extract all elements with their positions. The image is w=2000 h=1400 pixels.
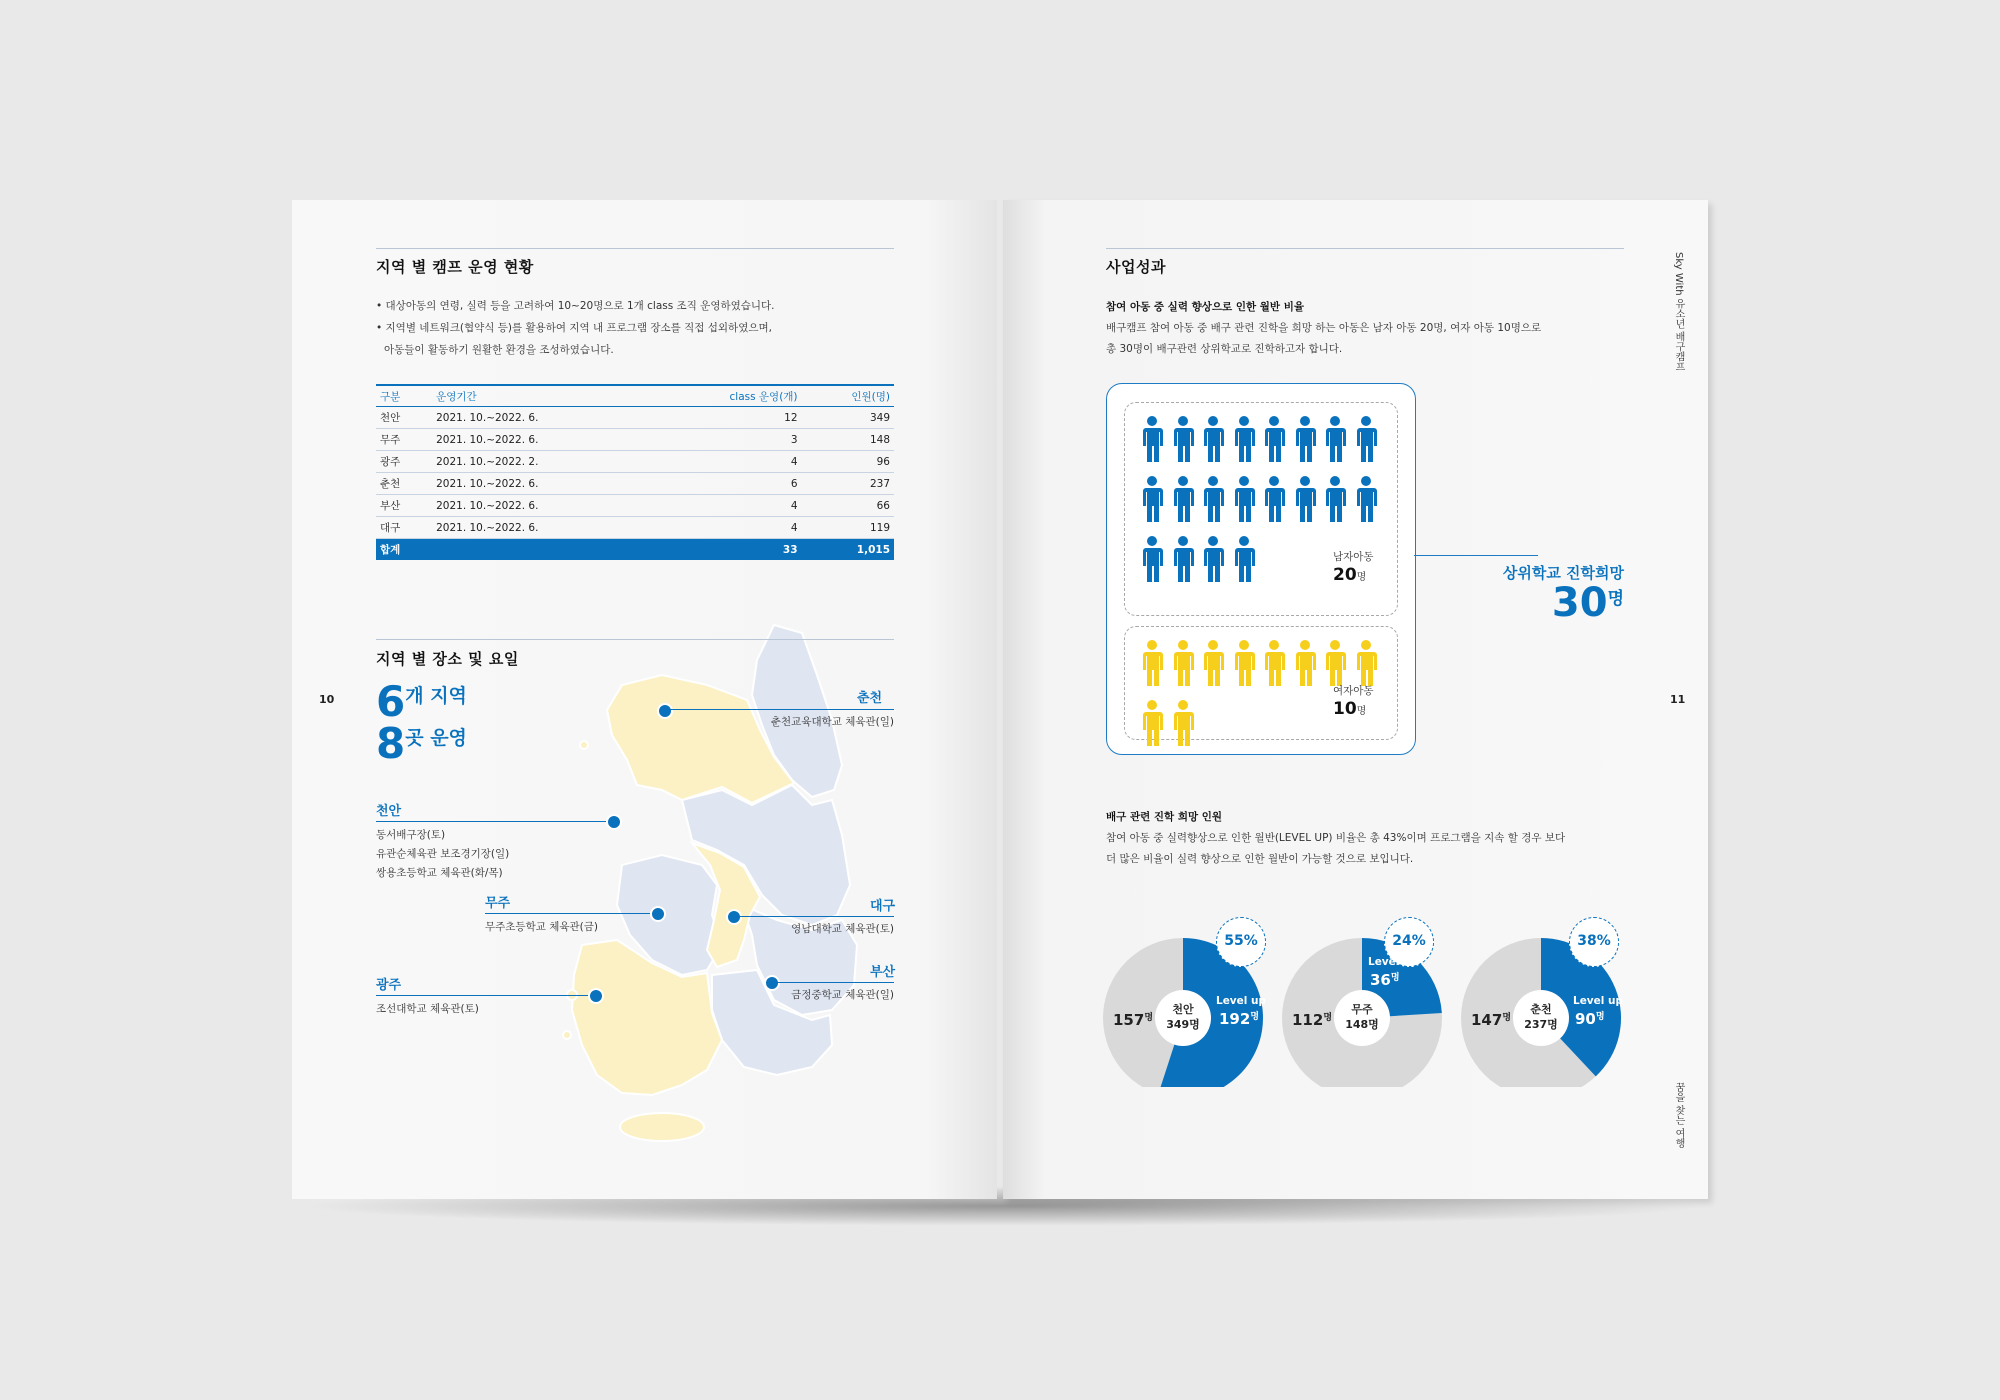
donut-center-region: 천안 — [1172, 1003, 1194, 1016]
place-muju: 무주초등학교 체육관(금) — [485, 921, 598, 933]
cell: 119 — [802, 517, 894, 539]
girls-count-line — [1333, 700, 1374, 721]
rest-value-line — [1471, 1010, 1511, 1029]
levelup-value: 192 — [1219, 1010, 1251, 1028]
donut-center-total: 237명 — [1524, 1018, 1558, 1031]
boy-icon — [1232, 535, 1256, 583]
rest-unit: 명 — [1323, 1013, 1333, 1023]
boy-icon — [1140, 475, 1164, 523]
venue-count-text: 곳 운영 — [405, 727, 467, 749]
page-number-left: 10 — [319, 693, 335, 706]
cell: 2021. 10.~2022. 6. — [432, 407, 651, 429]
cell: 3 — [651, 429, 802, 451]
cell: 합계 — [376, 539, 432, 561]
region-label-muju: 무주 — [485, 896, 511, 911]
table-row — [376, 407, 894, 429]
percent-muju: 24% — [1392, 933, 1426, 949]
total-label: 상위학교 진학희망 — [1502, 564, 1624, 582]
table-header-row — [376, 385, 894, 407]
boy-icon — [1354, 415, 1378, 463]
boy-icon — [1232, 475, 1256, 523]
total-count-line — [1552, 580, 1624, 626]
cell: 2021. 10.~2022. 6. — [432, 429, 651, 451]
cell: 대구 — [376, 517, 432, 539]
busan-pin — [764, 975, 780, 991]
section-title-camp-status: 지역 별 캠프 운영 현황 — [376, 258, 534, 276]
levelup-label: Level up — [1368, 956, 1419, 968]
cell: 96 — [802, 451, 894, 473]
section-title-location: 지역 별 장소 및 요일 — [376, 650, 519, 668]
cheonan-leader-line — [376, 821, 606, 822]
region-label-chuncheon: 춘천 — [857, 691, 883, 706]
gwangju-leader-line — [376, 995, 588, 996]
percent-cheonan: 55% — [1224, 933, 1258, 949]
sub1-title: 참여 아동 중 실력 향상으로 인한 월반 비율 — [1106, 301, 1305, 313]
cell: 12 — [651, 407, 802, 429]
section-title-results: 사업성과 — [1106, 258, 1166, 276]
region-label-gwangju: 광주 — [376, 978, 402, 993]
cell: 4 — [651, 495, 802, 517]
rest-value: 147 — [1471, 1011, 1503, 1029]
girls-count: 10 — [1333, 699, 1357, 719]
cell: 33 — [651, 539, 802, 561]
page-number-right: 11 — [1670, 693, 1686, 706]
table-row — [376, 429, 894, 451]
col-header: 인원(명) — [802, 385, 894, 407]
bullet-2: • 지역별 네트워크(협약식 등)를 활용하여 지역 내 프로그램 장소를 직접 섭외하였으며, — [376, 322, 772, 334]
cell: 2021. 10.~2022. 2. — [432, 451, 651, 473]
left-page — [292, 200, 997, 1199]
side-title-top: Sky With 유소년 배구캠프 — [1673, 252, 1684, 372]
boy-icon — [1232, 415, 1256, 463]
boys-label: 남자아동 — [1333, 551, 1374, 563]
levelup-unit: 명 — [1595, 1012, 1605, 1022]
levelup-value: 90 — [1575, 1010, 1596, 1028]
sub1-line-1: 배구캠프 참여 아동 중 배구 관련 진학을 희망 하는 아동은 남자 아동 20명, 여자 아동 10명으로 — [1106, 322, 1542, 334]
cell: 349 — [802, 407, 894, 429]
girl-icon — [1262, 639, 1286, 687]
sub2-line-2: 더 많은 비율이 실력 향상으로 인한 월반이 가능할 것으로 보입니다. — [1106, 853, 1414, 865]
cell: 4 — [651, 517, 802, 539]
girl-icon — [1232, 639, 1256, 687]
right-page — [1003, 200, 1708, 1199]
levelup-unit: 명 — [1390, 973, 1400, 983]
place-cheonan-2: 유관순체육관 보조경기장(일) — [376, 848, 510, 860]
busan-leader-line — [777, 982, 894, 983]
boy-icon — [1262, 475, 1286, 523]
girls-label-block — [1333, 682, 1374, 721]
girl-icon — [1140, 699, 1164, 747]
girl-icon — [1354, 639, 1378, 687]
donut-center-region: 춘천 — [1530, 1003, 1552, 1016]
place-cheonan-3: 쌍용초등학교 체육관(화/목) — [376, 867, 503, 879]
donut-center-muju — [1334, 990, 1390, 1046]
region-label-busan: 부산 — [870, 965, 896, 980]
levelup-label: Level up — [1573, 995, 1624, 1007]
levelup-value-line — [1575, 1009, 1605, 1028]
donut-center-total: 148명 — [1345, 1018, 1379, 1031]
rest-value-line — [1113, 1010, 1153, 1029]
levelup-value-line — [1370, 970, 1400, 989]
donut-chuncheon — [1461, 902, 1631, 1087]
table-row — [376, 517, 894, 539]
rest-value: 112 — [1292, 1011, 1324, 1029]
girl-icon — [1323, 639, 1347, 687]
levelup-unit: 명 — [1250, 1012, 1260, 1022]
rest-unit: 명 — [1502, 1013, 1512, 1023]
cell: 천안 — [376, 407, 432, 429]
girl-icon — [1201, 639, 1225, 687]
cell: 2021. 10.~2022. 6. — [432, 473, 651, 495]
boy-icon — [1293, 475, 1317, 523]
region-count-text: 개 지역 — [405, 685, 467, 707]
place-busan: 금정중학교 체육관(일) — [791, 989, 894, 1001]
cell: 148 — [802, 429, 894, 451]
levelup-value-line — [1219, 1009, 1259, 1028]
cell — [432, 539, 651, 561]
section-rule — [376, 639, 894, 640]
donut-muju — [1282, 902, 1452, 1087]
cell: 4 — [651, 451, 802, 473]
cell: 춘천 — [376, 473, 432, 495]
girl-icon — [1140, 639, 1164, 687]
boy-icon — [1140, 535, 1164, 583]
boys-label-block — [1333, 548, 1374, 587]
col-header: 구분 — [376, 385, 432, 407]
place-gwangju: 조선대학교 체육관(토) — [376, 1003, 479, 1015]
cell: 2021. 10.~2022. 6. — [432, 495, 651, 517]
bullet-1: • 대상아동의 연령, 실력 등을 고려하여 10~20명으로 1개 class 조직 운영하였습니다. — [376, 300, 775, 312]
cell: 6 — [651, 473, 802, 495]
donut-center-cheonan — [1155, 990, 1211, 1046]
boy-icon — [1201, 415, 1225, 463]
boy-icon — [1323, 475, 1347, 523]
chuncheon-leader-line — [670, 709, 894, 710]
boy-icon — [1171, 415, 1195, 463]
donut-center-chuncheon — [1513, 990, 1569, 1046]
boys-unit: 명 — [1356, 572, 1367, 583]
table-row — [376, 495, 894, 517]
table-total-row — [376, 539, 894, 561]
cell: 237 — [802, 473, 894, 495]
boy-icon — [1171, 475, 1195, 523]
boy-icon — [1354, 475, 1378, 523]
boys-count-line — [1333, 566, 1374, 587]
sub1-line-2: 총 30명이 배구관련 상위학교로 진학하고자 합니다. — [1106, 343, 1343, 355]
cell: 무주 — [376, 429, 432, 451]
place-daegu: 영남대학교 체육관(토) — [791, 923, 894, 935]
rest-unit: 명 — [1144, 1013, 1154, 1023]
cell: 광주 — [376, 451, 432, 473]
girl-icon — [1171, 699, 1195, 747]
total-unit: 명 — [1607, 589, 1624, 609]
boy-icon — [1140, 415, 1164, 463]
bullet-2-cont: 아동들이 활동하기 원활한 환경을 조성하였습니다. — [384, 344, 614, 356]
cell: 부산 — [376, 495, 432, 517]
daegu-pin — [726, 909, 742, 925]
boy-icon — [1201, 475, 1225, 523]
percent-chuncheon: 38% — [1577, 933, 1611, 949]
section-rule — [376, 248, 894, 249]
people-infographic — [1106, 383, 1416, 755]
bullet-1-text: 대상아동의 연령, 실력 등을 고려하여 10~20명으로 1개 class 조직 운영하였습니다. — [385, 300, 775, 312]
col-header: class 운영(개) — [651, 385, 802, 407]
boys-count: 20 — [1333, 565, 1357, 585]
table-row — [376, 451, 894, 473]
levelup-label: Level up — [1216, 995, 1267, 1007]
boy-icon — [1262, 415, 1286, 463]
donut-center-total: 349명 — [1166, 1018, 1200, 1031]
camp-status-table — [376, 384, 894, 560]
boy-icon — [1201, 535, 1225, 583]
region-count-number: 6 — [376, 677, 406, 726]
region-label-daegu: 대구 — [870, 899, 896, 914]
total-count: 30 — [1551, 580, 1608, 626]
donut-cheonan — [1103, 902, 1273, 1087]
cheonan-pin — [606, 814, 622, 830]
gwangju-pin — [588, 988, 604, 1004]
section-rule — [1106, 248, 1624, 249]
col-header: 운영기간 — [432, 385, 651, 407]
muju-leader-line — [485, 913, 650, 914]
daegu-leader-line — [739, 916, 894, 917]
sub2-title: 배구 관련 진학 희망 인원 — [1106, 811, 1223, 823]
region-label-cheonan: 천안 — [376, 804, 402, 819]
table-row — [376, 473, 894, 495]
girl-icon — [1171, 639, 1195, 687]
place-chuncheon: 춘천교육대학교 체육관(일) — [770, 716, 894, 728]
levelup-value: 36 — [1370, 971, 1391, 989]
boy-icon — [1293, 415, 1317, 463]
total-connector-line — [1414, 555, 1538, 556]
boy-icon — [1323, 415, 1347, 463]
cell: 1,015 — [802, 539, 894, 561]
sub2-line-1: 참여 아동 중 실력향상으로 인한 월반(LEVEL UP) 비율은 총 43%이며 프로그램을 지속 할 경우 보다 — [1106, 832, 1566, 844]
bullet-2-text: 지역별 네트워크(협약식 등)를 활용하여 지역 내 프로그램 장소를 직접 섭외하였으며, — [385, 322, 772, 334]
chuncheon-pin — [657, 703, 673, 719]
cell: 66 — [802, 495, 894, 517]
place-cheonan-1: 동서배구장(토) — [376, 829, 446, 841]
venue-count-number: 8 — [376, 719, 406, 768]
girls-unit: 명 — [1356, 706, 1367, 717]
rest-value-line — [1292, 1010, 1332, 1029]
boy-icon — [1171, 535, 1195, 583]
venue-count — [376, 719, 467, 768]
girls-label: 여자아동 — [1333, 685, 1374, 697]
donut-center-region: 무주 — [1351, 1003, 1373, 1016]
girl-icon — [1293, 639, 1317, 687]
muju-pin — [650, 906, 666, 922]
cell: 2021. 10.~2022. 6. — [432, 517, 651, 539]
rest-value: 157 — [1113, 1011, 1145, 1029]
side-title-bottom: 꿈을 찾는 여행 — [1673, 1082, 1684, 1149]
